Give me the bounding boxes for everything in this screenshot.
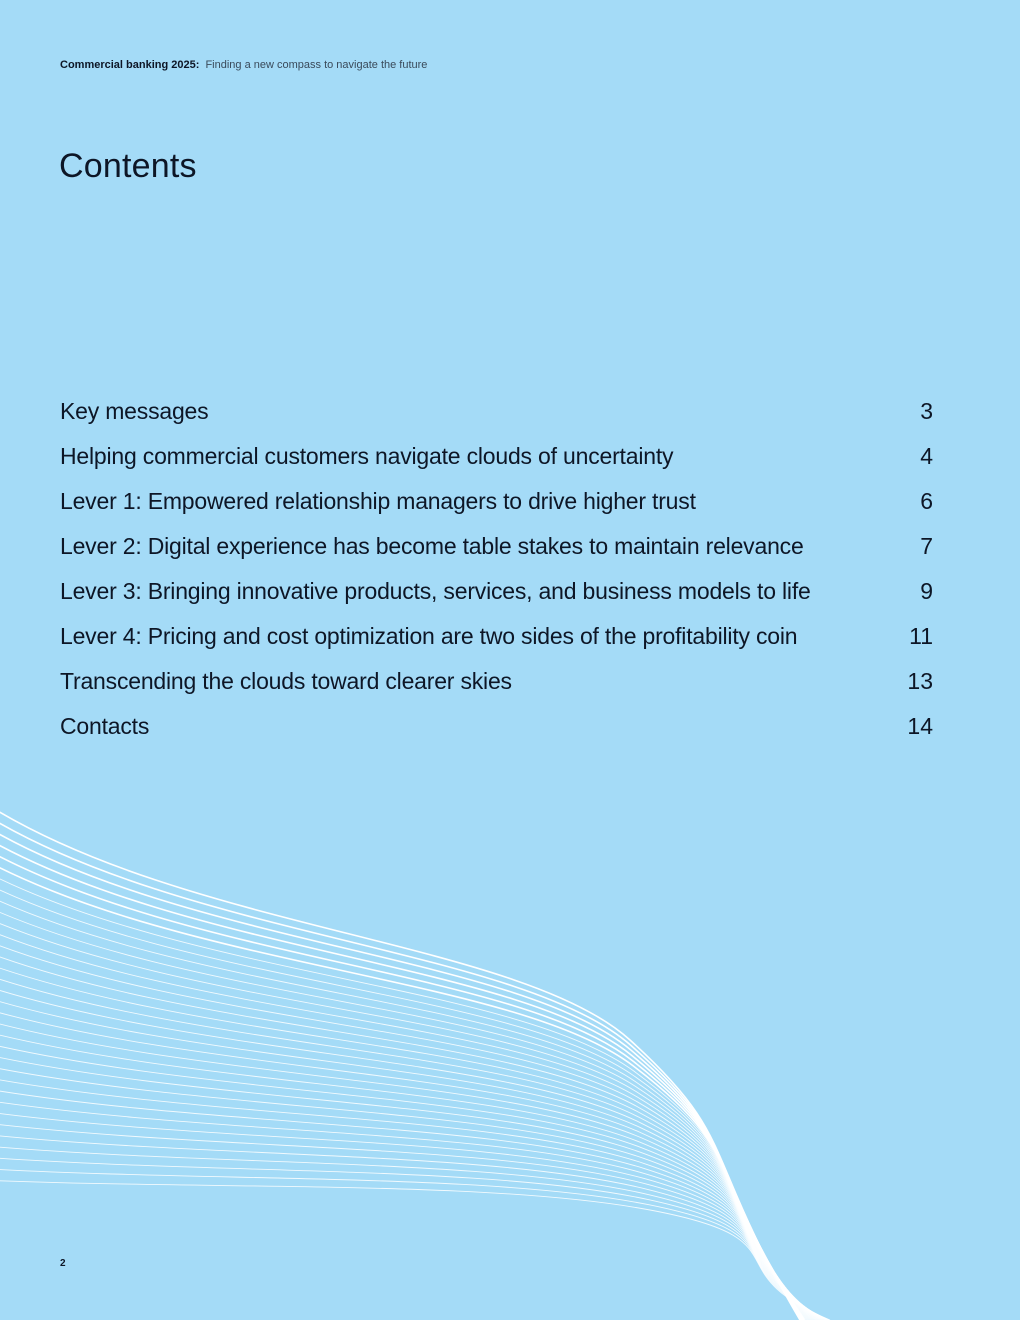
- wave-line: [0, 869, 805, 1320]
- table-of-contents: [60, 394, 933, 754]
- toc-entry-contacts[interactable]: [60, 709, 933, 754]
- wave-line: [0, 1076, 822, 1320]
- wave-line: [0, 996, 815, 1320]
- wave-line: [0, 1007, 816, 1320]
- wave-line: [0, 1053, 820, 1320]
- toc-entry-title: Lever 1: Empowered relationship managers to drive higher trust: [60, 488, 696, 514]
- report-subtitle: Finding a new compass to navigate the future: [205, 59, 428, 71]
- toc-entry-lever-1[interactable]: [60, 484, 933, 529]
- toc-entry-title: Key messages: [60, 398, 209, 424]
- toc-entry-lever-4[interactable]: [60, 619, 933, 664]
- toc-entry-lever-3[interactable]: [60, 574, 933, 619]
- toc-entry-title: Lever 3: Bringing innovative products, services, and business models to life: [60, 578, 811, 604]
- toc-entry-lever-2[interactable]: [60, 529, 933, 574]
- report-title: Commercial banking 2025:: [60, 59, 200, 71]
- wave-line: [0, 812, 801, 1320]
- page-number: 2: [60, 1258, 66, 1269]
- wave-line: [0, 1168, 829, 1320]
- toc-entry-title: Lever 2: Digital experience has become table stakes to maintain relevance: [60, 533, 804, 559]
- wave-line: [0, 915, 809, 1320]
- wave-line: [0, 846, 804, 1320]
- toc-entry-title: Contacts: [60, 713, 150, 739]
- wave-line: [0, 984, 815, 1320]
- page-title: Contents: [59, 147, 197, 185]
- toc-entry-key-messages[interactable]: [60, 394, 933, 439]
- wave-line: [0, 1134, 826, 1320]
- running-header: [60, 58, 427, 72]
- toc-entry-page: 4: [920, 443, 933, 469]
- toc-entry-title: Helping commercial customers navigate clouds of uncertainty: [60, 443, 674, 469]
- wave-line: [0, 1145, 827, 1320]
- toc-entry-page: 11: [909, 623, 933, 649]
- wave-line: [0, 938, 811, 1320]
- toc-entry-page: 7: [920, 533, 933, 559]
- toc-entry-page: 13: [907, 668, 933, 694]
- wave-line: [0, 1019, 817, 1320]
- wave-line: [0, 961, 813, 1320]
- wave-line: [0, 1180, 830, 1320]
- wave-line: [0, 858, 805, 1320]
- toc-entry-title: Transcending the clouds toward clearer skies: [60, 668, 512, 694]
- toc-entry-transcending[interactable]: [60, 664, 933, 709]
- decorative-wave-lines: [0, 780, 1020, 1320]
- wave-line: [0, 973, 814, 1320]
- toc-entry-title: Lever 4: Pricing and cost optimization are two sides of the profitability coin: [60, 623, 798, 649]
- wave-line: [0, 1111, 825, 1320]
- toc-entry-page: 6: [920, 488, 933, 514]
- wave-line: [0, 800, 800, 1320]
- wave-line: [0, 1122, 825, 1320]
- toc-entry-page: 9: [920, 578, 933, 604]
- toc-entry-page: 14: [907, 713, 933, 739]
- toc-entry-helping-customers[interactable]: [60, 439, 933, 484]
- toc-entry-page: 3: [920, 398, 933, 424]
